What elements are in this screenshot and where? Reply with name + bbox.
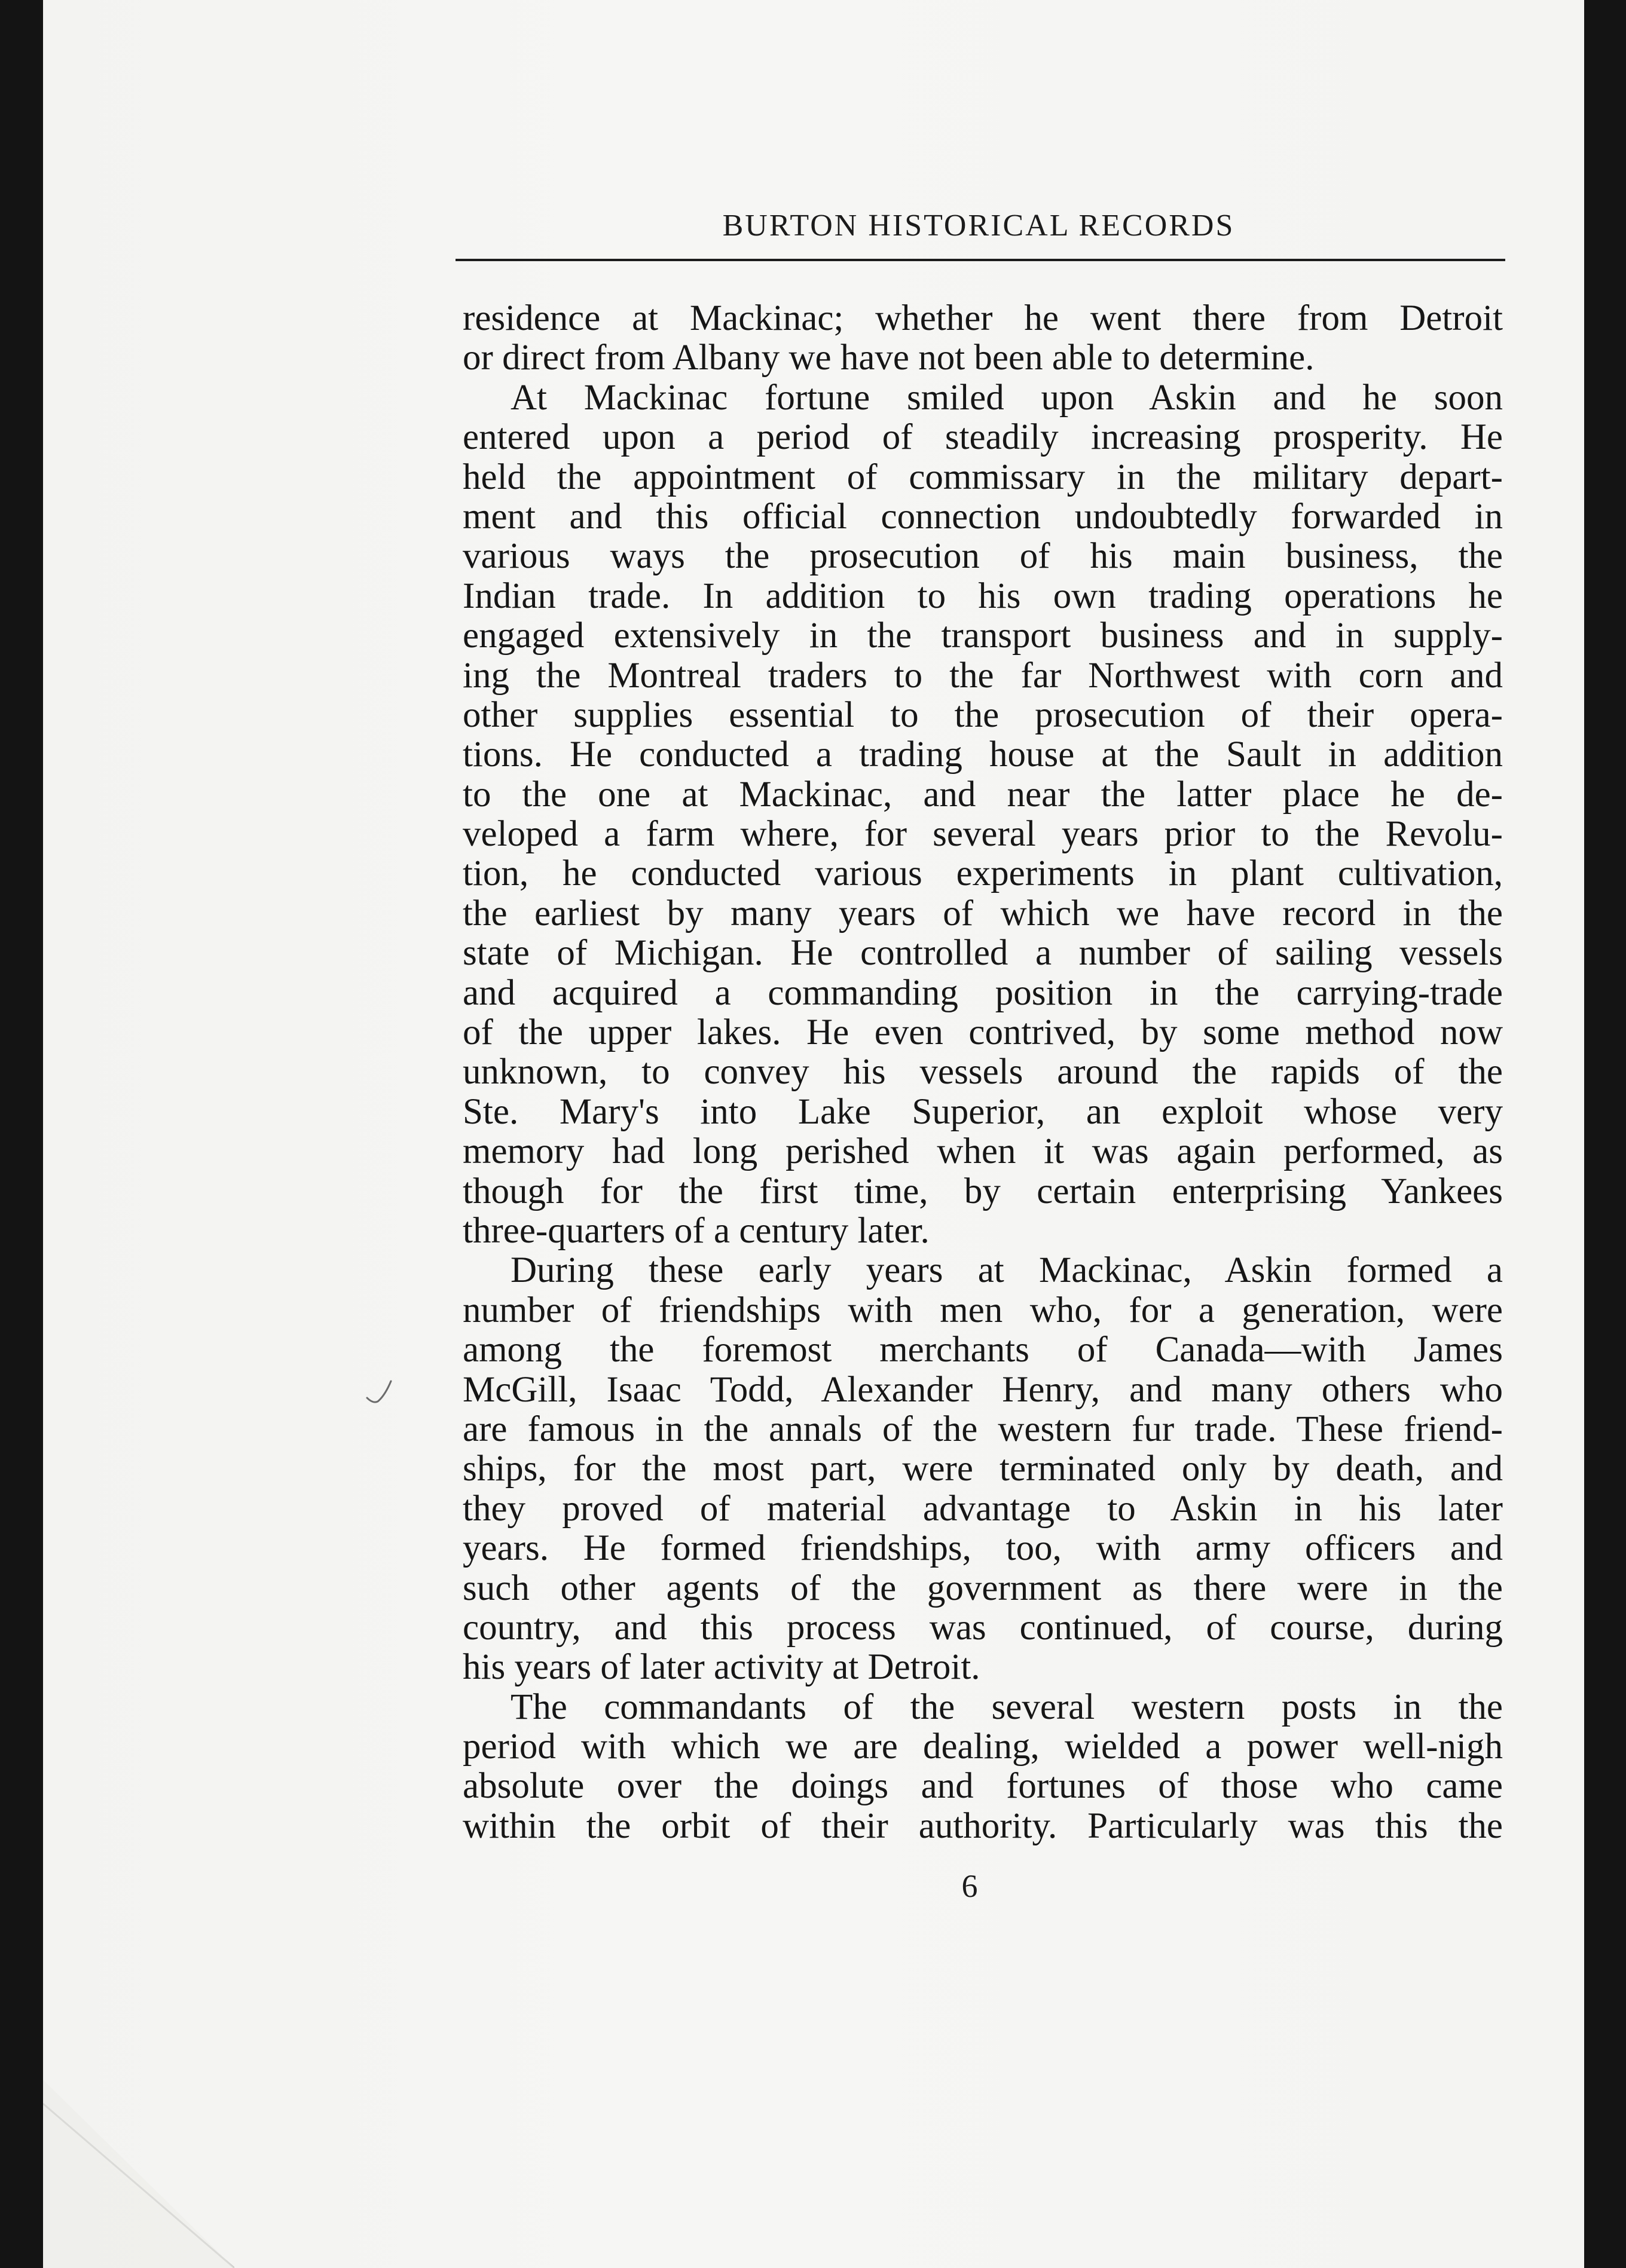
- text-line: among the foremost merchants of Canada—with James: [463, 1330, 1503, 1370]
- text-line: veloped a farm where, for several years prior to the Revolu-: [463, 814, 1503, 855]
- paper-crease-icon: [43, 2080, 234, 2268]
- text-line: number of friendships with men who, for a generation, were: [463, 1290, 1503, 1330]
- text-line: various ways the prosecution of his main business, the: [463, 536, 1503, 577]
- document-page: [43, 0, 1584, 2268]
- text-line: McGill, Isaac Todd, Alexander Henry, and many others who: [463, 1369, 1503, 1410]
- text-line: ment and this official connection undoubtedly forwarded in: [463, 496, 1503, 537]
- text-line: and acquired a commanding position in the carrying-trade: [463, 972, 1503, 1013]
- text-line: Indian trade. In addition to his own trading operations he: [463, 576, 1503, 616]
- text-line: entered upon a period of steadily increasing prosperity. He: [463, 417, 1503, 458]
- header-rule: [456, 259, 1505, 261]
- text-line: or direct from Albany we have not been able to determine.: [463, 338, 1315, 378]
- text-line: The commandants of the several western posts in the: [511, 1687, 1503, 1727]
- text-line: country, and this process was continued, of course, during: [463, 1607, 1503, 1648]
- text-line: ships, for the most part, were terminated only by death, and: [463, 1449, 1503, 1489]
- text-line: within the orbit of their authority. Particularly was this the: [463, 1805, 1503, 1846]
- pencil-tick-mark-icon: [365, 1378, 395, 1407]
- text-line: other supplies essential to the prosecution of their opera-: [463, 694, 1503, 735]
- text-line: though for the first time, by certain enterprising Yankees: [463, 1171, 1503, 1211]
- text-line: three-quarters of a century later.: [463, 1210, 930, 1251]
- text-line: his years of later activity at Detroit.: [463, 1647, 980, 1688]
- text-line: tion, he conducted various experiments in plant cultivation,: [463, 853, 1503, 894]
- text-line: are famous in the annals of the western fur trade. These friend-: [463, 1409, 1503, 1449]
- text-line: they proved of material advantage to Askin in his later: [463, 1488, 1503, 1529]
- text-line: held the appointment of commissary in the military depart-: [463, 457, 1503, 497]
- text-line: such other agents of the government as there were in the: [463, 1568, 1503, 1608]
- text-line: residence at Mackinac; whether he went there from Detroit: [463, 298, 1503, 338]
- text-line: During these early years at Mackinac, Askin formed a: [511, 1250, 1503, 1291]
- text-line: tions. He conducted a trading house at the Sault in addition: [463, 734, 1503, 775]
- text-line: to the one at Mackinac, and near the latter place he de-: [463, 774, 1503, 815]
- text-line: ing the Montreal traders to the far Northwest with corn and: [463, 655, 1503, 696]
- text-line: At Mackinac fortune smiled upon Askin and he soon: [511, 377, 1503, 418]
- text-line: years. He formed friendships, too, with army officers and: [463, 1528, 1503, 1569]
- text-line: memory had long perished when it was again performed, as: [463, 1131, 1503, 1172]
- text-line: Ste. Mary's into Lake Superior, an exploit whose very: [463, 1091, 1503, 1132]
- running-head: BURTON HISTORICAL RECORDS: [722, 209, 1235, 243]
- text-line: state of Michigan. He controlled a number of sailing vessels: [463, 933, 1503, 974]
- text-line: engaged extensively in the transport business and in supply-: [463, 616, 1503, 656]
- text-line: period with which we are dealing, wielded a power well-nigh: [463, 1727, 1503, 1767]
- text-line: the earliest by many years of which we have record in the: [463, 893, 1503, 933]
- body-text: [463, 299, 1503, 1846]
- text-line: unknown, to convey his vessels around the rapids of the: [463, 1052, 1503, 1092]
- text-line: of the upper lakes. He even contrived, by some method now: [463, 1012, 1503, 1053]
- page-number: 6: [961, 1868, 978, 1904]
- text-line: absolute over the doings and fortunes of those who came: [463, 1766, 1503, 1807]
